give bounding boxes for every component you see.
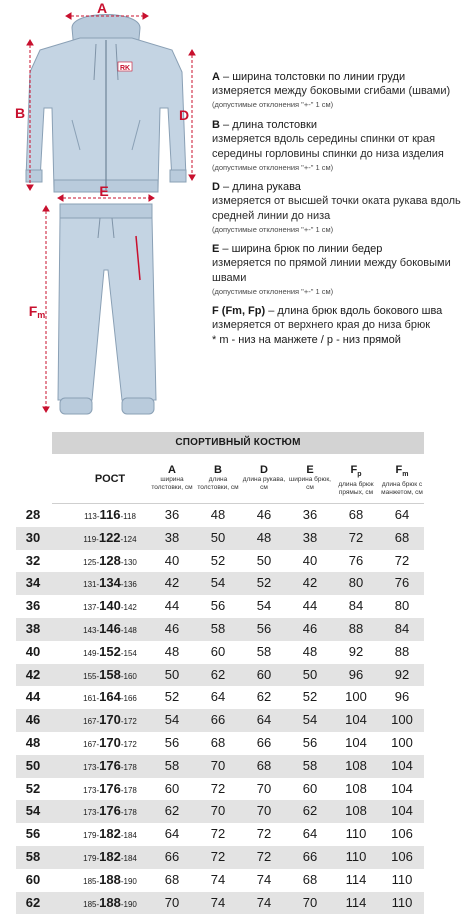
value-cell: 66	[256, 734, 272, 750]
rost-cell	[70, 869, 150, 892]
column-header-code-wrap	[334, 464, 378, 481]
column-header	[242, 454, 286, 504]
rost-main: 170	[99, 712, 121, 728]
table-row	[52, 823, 424, 846]
column-header-sub: p	[357, 471, 362, 479]
value-cell: 72	[348, 529, 364, 545]
rost-cell	[70, 732, 150, 755]
value-cell: 40	[164, 552, 180, 568]
value-cell: 110	[345, 848, 367, 864]
value-cell: 68	[302, 871, 318, 887]
description-f-code: F (Fm, Fp)	[212, 305, 266, 317]
description-d-body: измеряется от высшей точки оката рукава вдоль средней линии до низа	[212, 195, 461, 222]
rost-min: 149-	[83, 648, 100, 658]
description-e-title: ширина брюк по линии бедер	[231, 243, 383, 255]
value-cell: 48	[210, 507, 226, 522]
value-cell: 100	[391, 734, 413, 750]
description-f	[212, 304, 470, 348]
dimension-label-a: A	[96, 0, 108, 16]
rost-min: 173-	[83, 762, 100, 772]
size-cell: 58	[25, 849, 41, 864]
table-body	[52, 504, 424, 914]
value-cell: 80	[348, 575, 364, 591]
rost-main: 176	[99, 803, 121, 819]
rost-max: -130	[120, 557, 137, 567]
description-a-note: (допустимые отклонения "+-" 1 см)	[212, 100, 334, 109]
rost-main: 188	[99, 871, 121, 887]
dimension-label-f-sub: m	[37, 310, 46, 320]
value-cell: 76	[348, 552, 364, 568]
description-f-extra: * m - низ на манжете / p - низ прямой	[212, 334, 401, 346]
value-cell: 52	[256, 575, 272, 591]
table-row	[52, 572, 424, 595]
size-cell: 30	[25, 529, 41, 545]
description-a-heading	[212, 70, 470, 84]
size-cell: 46	[25, 712, 41, 728]
description-d-heading	[212, 180, 470, 194]
value-cell: 108	[345, 803, 367, 819]
rost-main: 122	[98, 529, 121, 545]
table-row	[52, 732, 424, 755]
value-cell: 88	[394, 643, 410, 659]
dimension-label-b: B	[14, 105, 26, 121]
rost-min: 173-	[83, 808, 100, 818]
value-cell: 66	[302, 848, 318, 864]
value-cell: 72	[210, 826, 226, 842]
description-f-heading	[212, 304, 470, 318]
description-b-dash: –	[219, 119, 233, 131]
dimension-label-f-letter: F	[28, 303, 38, 319]
description-b-body: измеряется вдоль середины спинки от края середины горловины спинки до низа изделия	[212, 133, 444, 160]
rost-main: 176	[99, 757, 121, 773]
description-a-title: ширина толстовки по линии груди	[232, 71, 406, 83]
value-cell: 68	[394, 529, 410, 545]
rost-max: -148	[120, 625, 137, 635]
description-a-code: A	[212, 71, 220, 83]
value-cell: 54	[210, 575, 226, 591]
hoodie-logo: RK	[119, 65, 131, 72]
value-cell: 74	[210, 894, 226, 910]
column-header-description: ширина толстовки, см	[151, 476, 193, 491]
rost-max: -184	[120, 831, 137, 841]
description-d-dash: –	[219, 181, 233, 193]
column-header-description: длина брюк с манжетом, см	[381, 481, 423, 497]
column-header-code: B	[214, 464, 222, 476]
rost-cell	[70, 595, 150, 618]
rost-max: -178	[120, 762, 137, 772]
value-cell: 48	[256, 529, 272, 545]
size-cell: 36	[25, 598, 41, 614]
value-cell: 74	[256, 894, 272, 910]
value-cell: 64	[394, 507, 410, 522]
rost-min: 167-	[83, 739, 100, 749]
rost-main: 116	[99, 507, 121, 522]
table-row	[52, 550, 424, 573]
value-cell: 56	[256, 620, 272, 636]
description-f-title: длина брюк вдоль бокового шва	[277, 305, 443, 317]
table-row	[52, 641, 424, 664]
garment-illustration	[0, 0, 210, 430]
value-cell: 54	[256, 598, 272, 614]
rost-cell	[70, 778, 150, 801]
value-cell: 108	[345, 757, 367, 773]
rost-column-header: РОСТ	[94, 473, 126, 485]
rost-cell	[70, 641, 150, 664]
value-cell: 104	[391, 780, 413, 796]
table-row	[52, 846, 424, 869]
description-e-code: E	[212, 243, 220, 255]
value-cell: 64	[210, 689, 226, 705]
column-header-code: E	[306, 464, 314, 476]
value-cell: 64	[302, 826, 318, 842]
rost-max: -124	[120, 534, 137, 544]
value-cell: 72	[394, 552, 410, 568]
value-cell: 92	[348, 643, 364, 659]
size-cell: 34	[25, 575, 41, 591]
rost-main: 182	[99, 826, 121, 842]
description-d-note: (допустимые отклонения "+-" 1 см)	[212, 225, 334, 234]
description-e-heading	[212, 242, 470, 256]
rost-max: -142	[120, 603, 137, 613]
description-a-dash: –	[219, 71, 233, 83]
value-cell: 68	[164, 871, 180, 887]
value-cell: 50	[302, 666, 318, 682]
value-cell: 96	[394, 689, 410, 705]
value-cell: 88	[348, 620, 364, 636]
value-cell: 58	[256, 643, 272, 659]
table-row	[52, 778, 424, 801]
value-cell: 58	[302, 757, 318, 773]
rost-min: 131-	[83, 580, 100, 590]
value-cell: 44	[164, 598, 180, 614]
value-cell: 48	[302, 643, 318, 659]
rost-min: 119-	[83, 534, 99, 544]
rost-max: -178	[120, 808, 137, 818]
value-cell: 110	[345, 826, 367, 842]
column-header-description: длина рукава, см	[242, 476, 286, 491]
column-header	[196, 454, 240, 504]
value-cell: 70	[164, 894, 180, 910]
value-cell: 62	[256, 689, 272, 705]
size-cell: 32	[25, 552, 41, 568]
column-header-sub: m	[402, 471, 409, 479]
value-cell: 72	[210, 780, 226, 796]
value-cell: 56	[210, 598, 226, 614]
value-cell: 104	[345, 712, 367, 728]
rost-cell	[70, 572, 150, 595]
value-cell: 56	[302, 734, 318, 750]
size-cell: 56	[25, 826, 41, 842]
rost-cell	[70, 846, 150, 869]
description-f-dash: –	[265, 305, 278, 317]
rost-max: -172	[120, 739, 137, 749]
value-cell: 72	[210, 848, 226, 864]
rost-min: 185-	[83, 899, 100, 909]
rost-cell	[70, 504, 150, 527]
rost-max: -190	[120, 899, 137, 909]
table-title: СПОРТИВНЫЙ КОСТЮМ	[52, 432, 424, 454]
rost-min: 179-	[83, 831, 100, 841]
size-cell: 60	[25, 871, 41, 887]
value-cell: 68	[256, 757, 272, 773]
rost-main: 188	[99, 894, 121, 910]
value-cell: 50	[210, 529, 226, 545]
size-table	[52, 432, 424, 914]
table-row	[52, 869, 424, 892]
value-cell: 48	[164, 643, 180, 659]
rost-min: 185-	[83, 876, 100, 886]
rost-cell	[70, 755, 150, 778]
rost-max: -154	[120, 648, 137, 658]
dimension-label-f	[29, 303, 46, 320]
value-cell: 108	[345, 780, 367, 796]
value-cell: 62	[164, 803, 180, 819]
value-cell: 36	[302, 507, 318, 522]
rost-min: 113-	[84, 512, 100, 521]
value-cell: 70	[210, 803, 226, 819]
rost-max: -184	[120, 853, 137, 863]
description-e-note: (допустимые отклонения "+-" 1 см)	[212, 287, 334, 296]
size-cell: 44	[25, 689, 41, 705]
value-cell: 104	[391, 803, 413, 819]
size-cell: 50	[25, 757, 41, 773]
description-b-heading	[212, 118, 470, 132]
value-cell: 68	[348, 507, 364, 522]
value-cell: 42	[302, 575, 318, 591]
pants-drawing	[58, 204, 156, 414]
description-b-code: B	[212, 119, 220, 131]
table-row	[52, 709, 424, 732]
value-cell: 46	[164, 620, 180, 636]
rost-main: 146	[99, 620, 121, 636]
rost-main: 134	[99, 575, 121, 591]
value-cell: 84	[348, 598, 364, 614]
value-cell: 64	[164, 826, 180, 842]
value-cell: 70	[302, 894, 318, 910]
size-cell: 28	[25, 507, 41, 522]
column-header-description: длина толстовки, см	[197, 476, 239, 491]
value-cell: 106	[391, 826, 413, 842]
rost-main: 170	[99, 734, 121, 750]
table-row	[52, 618, 424, 641]
rost-min: 173-	[83, 785, 100, 795]
description-a-body: измеряется между боковыми сгибами (швами)	[212, 85, 451, 97]
value-cell: 62	[210, 666, 226, 682]
description-b-note: (допустимые отклонения "+-" 1 см)	[212, 163, 334, 172]
value-cell: 52	[302, 689, 318, 705]
column-header-code: F	[395, 464, 403, 476]
value-cell: 70	[256, 780, 272, 796]
size-cell: 52	[25, 780, 41, 796]
size-cell: 54	[25, 803, 41, 819]
value-cell: 104	[345, 734, 367, 750]
column-header-description: длина брюк прямых, см	[338, 481, 374, 497]
column-header	[150, 454, 194, 504]
rost-cell	[70, 664, 150, 687]
size-cell: 38	[25, 621, 41, 636]
rost-cell	[70, 709, 150, 732]
rost-cell	[70, 823, 150, 846]
rost-main: 158	[99, 666, 121, 682]
value-cell: 36	[164, 507, 180, 522]
rost-min: 137-	[83, 603, 100, 613]
column-header-description: ширина брюк, см	[289, 476, 331, 491]
value-cell: 50	[164, 666, 180, 682]
value-cell: 46	[302, 620, 318, 636]
rost-max: -178	[120, 785, 137, 795]
value-cell: 38	[164, 529, 180, 545]
value-cell: 52	[164, 689, 180, 705]
table-row	[52, 892, 424, 915]
description-d-code: D	[212, 181, 220, 193]
column-header-code-wrap	[380, 464, 424, 481]
value-cell: 52	[210, 552, 226, 568]
value-cell: 84	[394, 620, 410, 636]
rost-cell	[70, 527, 150, 550]
size-cell: 48	[25, 735, 41, 750]
table-row	[52, 504, 424, 527]
rost-max: -136	[120, 580, 137, 590]
value-cell: 114	[345, 894, 367, 910]
description-a	[212, 70, 470, 110]
value-cell: 46	[256, 507, 272, 522]
description-e-dash: –	[219, 243, 232, 255]
value-cell: 70	[256, 803, 272, 819]
value-cell: 38	[302, 529, 318, 545]
description-f-body: измеряется от верхнего края до низа брюк	[212, 319, 431, 331]
column-header	[380, 454, 424, 504]
rost-main: 140	[99, 598, 121, 614]
description-e-body: измеряется по прямой линии между боковыми швами	[212, 257, 451, 284]
rost-min: 125-	[83, 557, 100, 567]
column-header	[334, 454, 378, 504]
rost-main: 164	[99, 689, 121, 705]
dimension-label-e: E	[99, 183, 109, 199]
value-cell: 60	[210, 643, 226, 659]
value-cell: 60	[256, 666, 272, 682]
value-cell: 100	[345, 689, 367, 705]
value-cell: 42	[164, 575, 180, 591]
rost-max: -160	[120, 671, 137, 681]
value-cell: 76	[394, 575, 410, 591]
description-d-title: длина рукава	[232, 181, 301, 193]
table-row	[52, 664, 424, 687]
description-b-title: длина толстовки	[232, 119, 317, 131]
rost-cell	[70, 550, 150, 573]
size-cell: 62	[25, 894, 41, 910]
rost-min: 161-	[83, 694, 100, 704]
value-cell: 54	[164, 712, 180, 728]
column-header	[288, 454, 332, 504]
value-cell: 72	[256, 848, 272, 864]
table-row	[52, 755, 424, 778]
value-cell: 74	[210, 871, 226, 887]
rost-max: -190	[120, 876, 137, 886]
value-cell: 54	[302, 712, 318, 728]
rost-main: 182	[99, 848, 121, 864]
rost-min: 143-	[83, 625, 100, 635]
value-cell: 60	[302, 780, 318, 796]
value-cell: 58	[164, 757, 180, 773]
size-cell: 40	[25, 643, 41, 659]
rost-max: -166	[120, 694, 137, 704]
rost-min: 155-	[83, 671, 100, 681]
rost-min: 167-	[83, 717, 100, 727]
value-cell: 66	[210, 712, 226, 728]
table-header	[52, 454, 424, 504]
value-cell: 110	[391, 894, 413, 910]
value-cell: 92	[394, 666, 410, 682]
column-header-code: F	[350, 464, 358, 476]
size-cell: 42	[25, 666, 41, 682]
value-cell: 60	[164, 780, 180, 796]
value-cell: 56	[164, 734, 180, 750]
value-cell: 80	[394, 598, 410, 614]
table-row	[52, 595, 424, 618]
value-cell: 110	[391, 871, 413, 887]
rost-main: 128	[99, 552, 121, 568]
value-cell: 114	[345, 871, 367, 887]
value-cell: 96	[348, 666, 364, 682]
table-row	[52, 527, 424, 550]
rost-main: 152	[99, 643, 121, 659]
value-cell: 40	[302, 552, 318, 568]
description-e	[212, 242, 470, 297]
rost-cell	[70, 892, 150, 915]
value-cell: 104	[391, 757, 413, 773]
table-row	[52, 800, 424, 823]
value-cell: 64	[256, 712, 272, 728]
description-d	[212, 180, 470, 235]
value-cell: 70	[210, 757, 226, 773]
value-cell: 62	[302, 803, 318, 819]
rost-cell	[70, 686, 150, 709]
hoodie-drawing	[26, 15, 186, 193]
rost-cell	[70, 800, 150, 823]
rost-max: -172	[120, 717, 137, 727]
value-cell: 50	[256, 552, 272, 568]
value-cell: 58	[210, 620, 226, 636]
value-cell: 66	[164, 848, 180, 864]
rost-main: 176	[99, 780, 121, 796]
rost-cell	[70, 618, 150, 641]
rost-max: -118	[120, 512, 136, 521]
value-cell: 106	[391, 848, 413, 864]
value-cell: 100	[391, 712, 413, 728]
table-row	[52, 686, 424, 709]
value-cell: 72	[256, 826, 272, 842]
rost-min: 179-	[83, 853, 100, 863]
value-cell: 44	[302, 598, 318, 614]
value-cell: 74	[256, 871, 272, 887]
description-b	[212, 118, 470, 173]
column-header-code: A	[168, 464, 176, 476]
value-cell: 68	[210, 734, 226, 750]
dimension-label-d: D	[178, 107, 190, 123]
column-header-code: D	[260, 464, 268, 476]
